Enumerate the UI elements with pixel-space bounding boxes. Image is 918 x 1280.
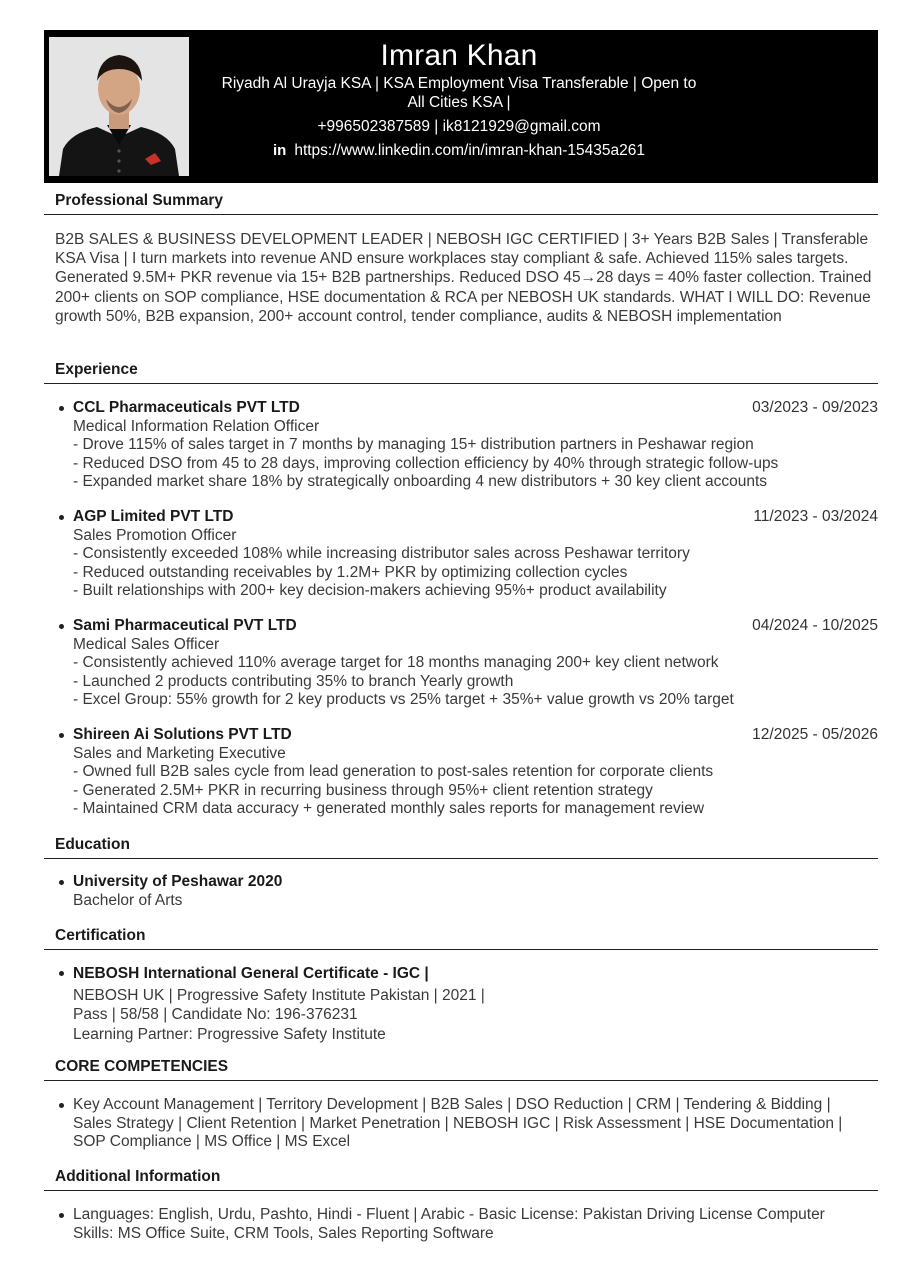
linkedin-line bbox=[209, 141, 709, 160]
additional-section-header bbox=[44, 1167, 878, 1191]
additional-line: Languages: English, Urdu, Pashto, Hindi - Fluent | Arabic - Basic License: Pakistan Driving License Computer bbox=[73, 1206, 825, 1223]
achievement: - Maintained CRM data accuracy + generated monthly sales reports for management review bbox=[73, 800, 705, 818]
certificate-name: NEBOSH International General Certificate - IGC | bbox=[73, 965, 429, 982]
job-role: Medical Information Relation Officer bbox=[73, 417, 320, 435]
company-name: CCL Pharmaceuticals PVT LTD bbox=[73, 399, 300, 416]
experience-entry bbox=[55, 726, 878, 819]
competencies-item bbox=[55, 1096, 878, 1152]
competencies-line: Key Account Management | Territory Development | B2B Sales | DSO Reduction | CRM | Tendering & Bidding | bbox=[73, 1096, 831, 1113]
competencies-line: SOP Compliance | MS Office | MS Excel bbox=[73, 1133, 351, 1151]
section-title: Professional Summary bbox=[44, 191, 878, 215]
date-range: 12/2025 - 05/2026 bbox=[752, 726, 878, 743]
experience-item bbox=[55, 726, 878, 819]
company-name: Sami Pharmaceutical PVT LTD bbox=[73, 617, 297, 634]
school-name: University of Peshawar 2020 bbox=[73, 873, 283, 890]
linkedin-icon: in bbox=[272, 142, 287, 159]
competencies-line: Sales Strategy | Client Retention | Market Penetration | NEBOSH IGC | Risk Assessment | HSE Documentation | bbox=[73, 1114, 843, 1132]
achievement: - Consistently achieved 110% average target for 18 months managing 200+ key client network bbox=[73, 654, 719, 672]
education-item bbox=[55, 873, 878, 910]
resume-header bbox=[44, 30, 878, 183]
date-range: 04/2024 - 10/2025 bbox=[752, 617, 878, 634]
date-range: 11/2023 - 03/2024 bbox=[753, 508, 878, 525]
section-title: Additional Information bbox=[44, 1167, 878, 1191]
company-name: AGP Limited PVT LTD bbox=[73, 508, 234, 525]
competencies-section-header bbox=[44, 1057, 878, 1081]
section-title: Education bbox=[44, 835, 878, 859]
achievement: - Reduced DSO from 45 to 28 days, improving collection efficiency by 40% through strategic follow-ups bbox=[73, 454, 779, 472]
summary-text: B2B SALES & BUSINESS DEVELOPMENT LEADER | NEBOSH IGC CERTIFIED | 3+ Years B2B Sales | Transferable KSA Visa | I turn markets into revenue AND ensure workplaces stay compliant & safe. Achieved 115% sales targets. Generated 9.5M+ PKR revenue via 15+ B2B partnerships. Reduced DSO 45→28 days = 40% faster collection. Trained 200+ clients on SOP compliance, HSE documentation & RCA per NEBOSH UK standards. WHAT I WILL DO: Revenue growth 50%, B2B expansion, 200+ account control, tender compliance, audits & NEBOSH implementation bbox=[55, 231, 872, 325]
achievement: - Built relationships with 200+ key decision-makers achieving 95%+ product availability bbox=[73, 582, 667, 600]
contact-line: +996502387589 | ik8121929@gmail.com bbox=[317, 118, 601, 135]
certification-item bbox=[55, 964, 878, 1044]
achievement: - Owned full B2B sales cycle from lead generation to post-sales retention for corporate clients bbox=[73, 763, 714, 781]
section-title: CORE COMPETENCIES bbox=[44, 1057, 878, 1081]
job-role: Sales Promotion Officer bbox=[73, 526, 237, 544]
candidate-name: Imran Khan bbox=[380, 39, 538, 72]
certificate-detail: Pass | 58/58 | Candidate No: 196-376231 bbox=[73, 1006, 358, 1023]
achievement: - Excel Group: 55% growth for 2 key products vs 25% target + 35%+ value growth vs 20% target bbox=[73, 691, 734, 709]
profile-photo-illustration bbox=[49, 37, 189, 176]
competencies-list bbox=[55, 1096, 878, 1152]
additional-info bbox=[55, 1206, 878, 1243]
linkedin-link[interactable]: https://www.linkedin.com/in/imran-khan-15435a261 bbox=[294, 142, 645, 159]
additional-line: Skills: MS Office Suite, CRM Tools, Sales Reporting Software bbox=[73, 1224, 494, 1242]
experience-entry bbox=[55, 508, 878, 601]
achievement: - Expanded market share 18% by strategically onboarding 4 new distributors + 30 key client accounts bbox=[73, 473, 768, 491]
certificate-detail: NEBOSH UK | Progressive Safety Institute Pakistan | 2021 | bbox=[73, 986, 485, 1004]
experience-entry bbox=[55, 399, 878, 492]
experience-item bbox=[55, 617, 878, 710]
job-role: Sales and Marketing Executive bbox=[73, 744, 286, 762]
education-section-header bbox=[44, 835, 878, 859]
experience-entry bbox=[55, 617, 878, 710]
location-line-2: All Cities KSA | bbox=[407, 94, 511, 111]
section-title: Certification bbox=[44, 926, 878, 950]
experience-item bbox=[55, 508, 878, 601]
section-title: Experience bbox=[44, 360, 878, 384]
additional-item bbox=[55, 1206, 878, 1243]
achievement: - Launched 2 products contributing 35% to branch Yearly growth bbox=[73, 672, 514, 690]
location-line: Riyadh Al Urayja KSA | KSA Employment Visa Transferable | Open to bbox=[221, 75, 697, 92]
achievement: - Drove 115% of sales target in 7 months by managing 15+ distribution partners in Peshawar region bbox=[73, 436, 754, 454]
achievement: - Consistently exceeded 108% while increasing distributor sales across Peshawar territory bbox=[73, 545, 690, 563]
header-info bbox=[209, 38, 709, 160]
job-role: Medical Sales Officer bbox=[73, 635, 220, 653]
achievement: - Generated 2.5M+ PKR in recurring business through 95%+ client retention strategy bbox=[73, 781, 653, 799]
summary-section-header bbox=[44, 191, 878, 215]
degree: Bachelor of Arts bbox=[73, 891, 183, 909]
certificate-detail: Learning Partner: Progressive Safety Institute bbox=[73, 1025, 386, 1043]
date-range: 03/2023 - 09/2023 bbox=[752, 399, 878, 416]
education-entry bbox=[55, 873, 878, 910]
experience-item bbox=[55, 399, 878, 492]
profile-photo bbox=[49, 37, 189, 176]
certification-entry bbox=[55, 964, 878, 1044]
company-name: Shireen Ai Solutions PVT LTD bbox=[73, 726, 292, 743]
achievement: - Reduced outstanding receivables by 1.2M+ PKR by optimizing collection cycles bbox=[73, 563, 628, 581]
certification-section-header bbox=[44, 926, 878, 950]
experience-section-header bbox=[44, 360, 878, 384]
